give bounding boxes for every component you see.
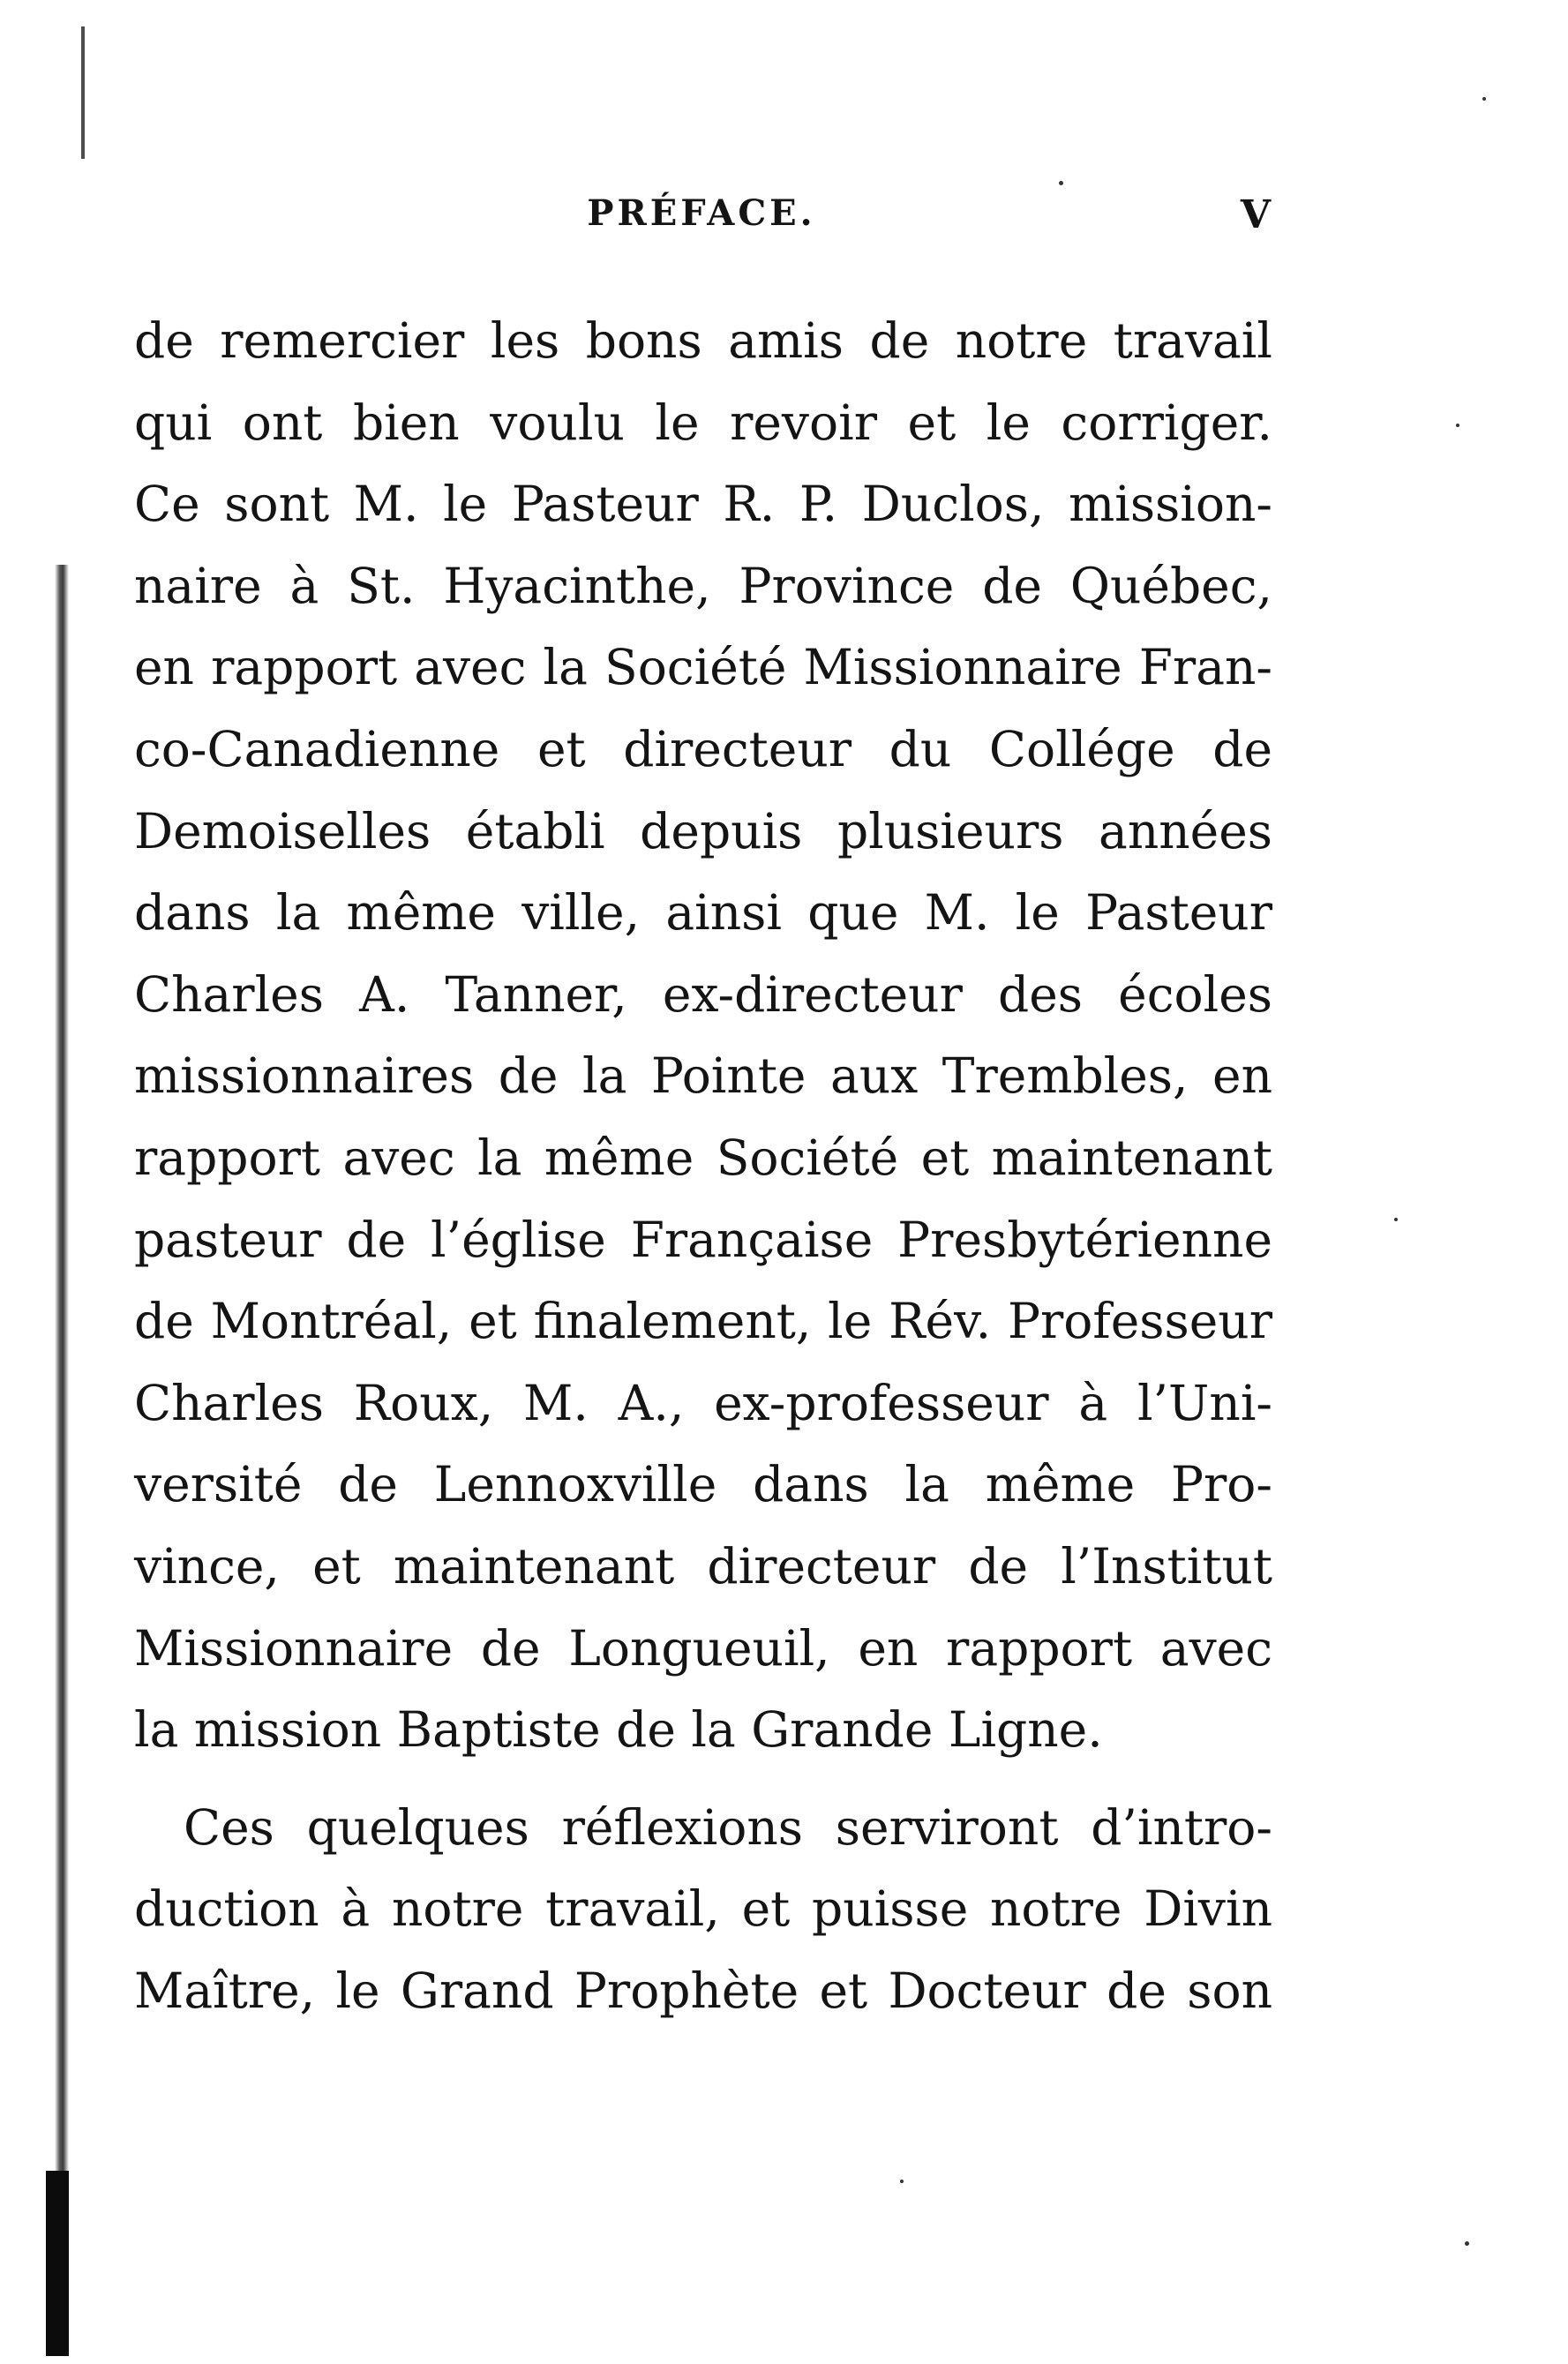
page-number: V <box>1240 192 1271 237</box>
text-line: naire à St. Hyacinthe, Province de Québec, <box>134 557 1272 614</box>
text-line: vince, et maintenant directeur de l’Institut <box>134 1537 1272 1595</box>
paragraph <box>134 1787 1272 2032</box>
running-title: PRÉFACE. <box>587 192 816 234</box>
text-line: Charles A. Tanner, ex-directeur des écoles <box>134 965 1272 1023</box>
text-line: versité de Lennoxville dans la même Pro- <box>134 1456 1272 1513</box>
paragraph-spacer <box>134 1771 1272 1787</box>
text-line: de Montréal, et finalement, le Rév. Professeur <box>134 1293 1272 1350</box>
scan-speck <box>1059 181 1063 185</box>
text-line: Maître, le Grand Prophète et Docteur de son <box>134 1962 1272 2019</box>
text-line: Charles Roux, M. A., ex-professeur à l’Uni- <box>134 1374 1272 1431</box>
text-line: qui ont bien voulu le revoir et le corriger. <box>134 394 1272 451</box>
paragraph <box>134 300 1272 1771</box>
text-line: Demoiselles établi depuis plusieurs années <box>134 802 1272 859</box>
scan-binding-mark-top <box>81 26 85 159</box>
text-line: rapport avec la même Société et maintenant <box>134 1129 1272 1186</box>
body-text <box>134 300 1272 2031</box>
text-line: missionnaires de la Pointe aux Trembles, en <box>134 1047 1272 1105</box>
scan-speck <box>1394 1218 1398 1221</box>
scan-speck <box>1465 2241 1469 2246</box>
text-line: la mission Baptiste de la Grande Ligne. <box>134 1701 1103 1759</box>
page-header <box>132 192 1271 245</box>
scan-speck <box>1482 97 1486 101</box>
scan-binding-edge <box>55 565 69 2356</box>
text-line: dans la même ville, ainsi que M. le Pasteur <box>134 884 1272 942</box>
text-line: co-Canadienne et directeur du Collége de <box>134 720 1272 777</box>
text-line: pasteur de l’église Française Presbytérienne <box>134 1211 1272 1268</box>
text-line: Missionnaire de Longueuil, en rapport avec <box>134 1619 1272 1677</box>
text-line: Ce sont M. le Pasteur R. P. Duclos, mission- <box>134 476 1272 533</box>
text-line: Ces quelques réflexions serviront d’intro- <box>184 1798 1272 1856</box>
text-line: en rapport avec la Société Missionnaire Fran- <box>134 639 1272 696</box>
text-line: duction à notre travail, et puisse notre Divin <box>134 1880 1272 1938</box>
scan-binding-shadow <box>46 2171 69 2356</box>
scan-speck <box>900 2180 904 2183</box>
scan-speck <box>1456 424 1459 427</box>
text-line: de remercier les bons amis de notre travail <box>134 312 1272 369</box>
